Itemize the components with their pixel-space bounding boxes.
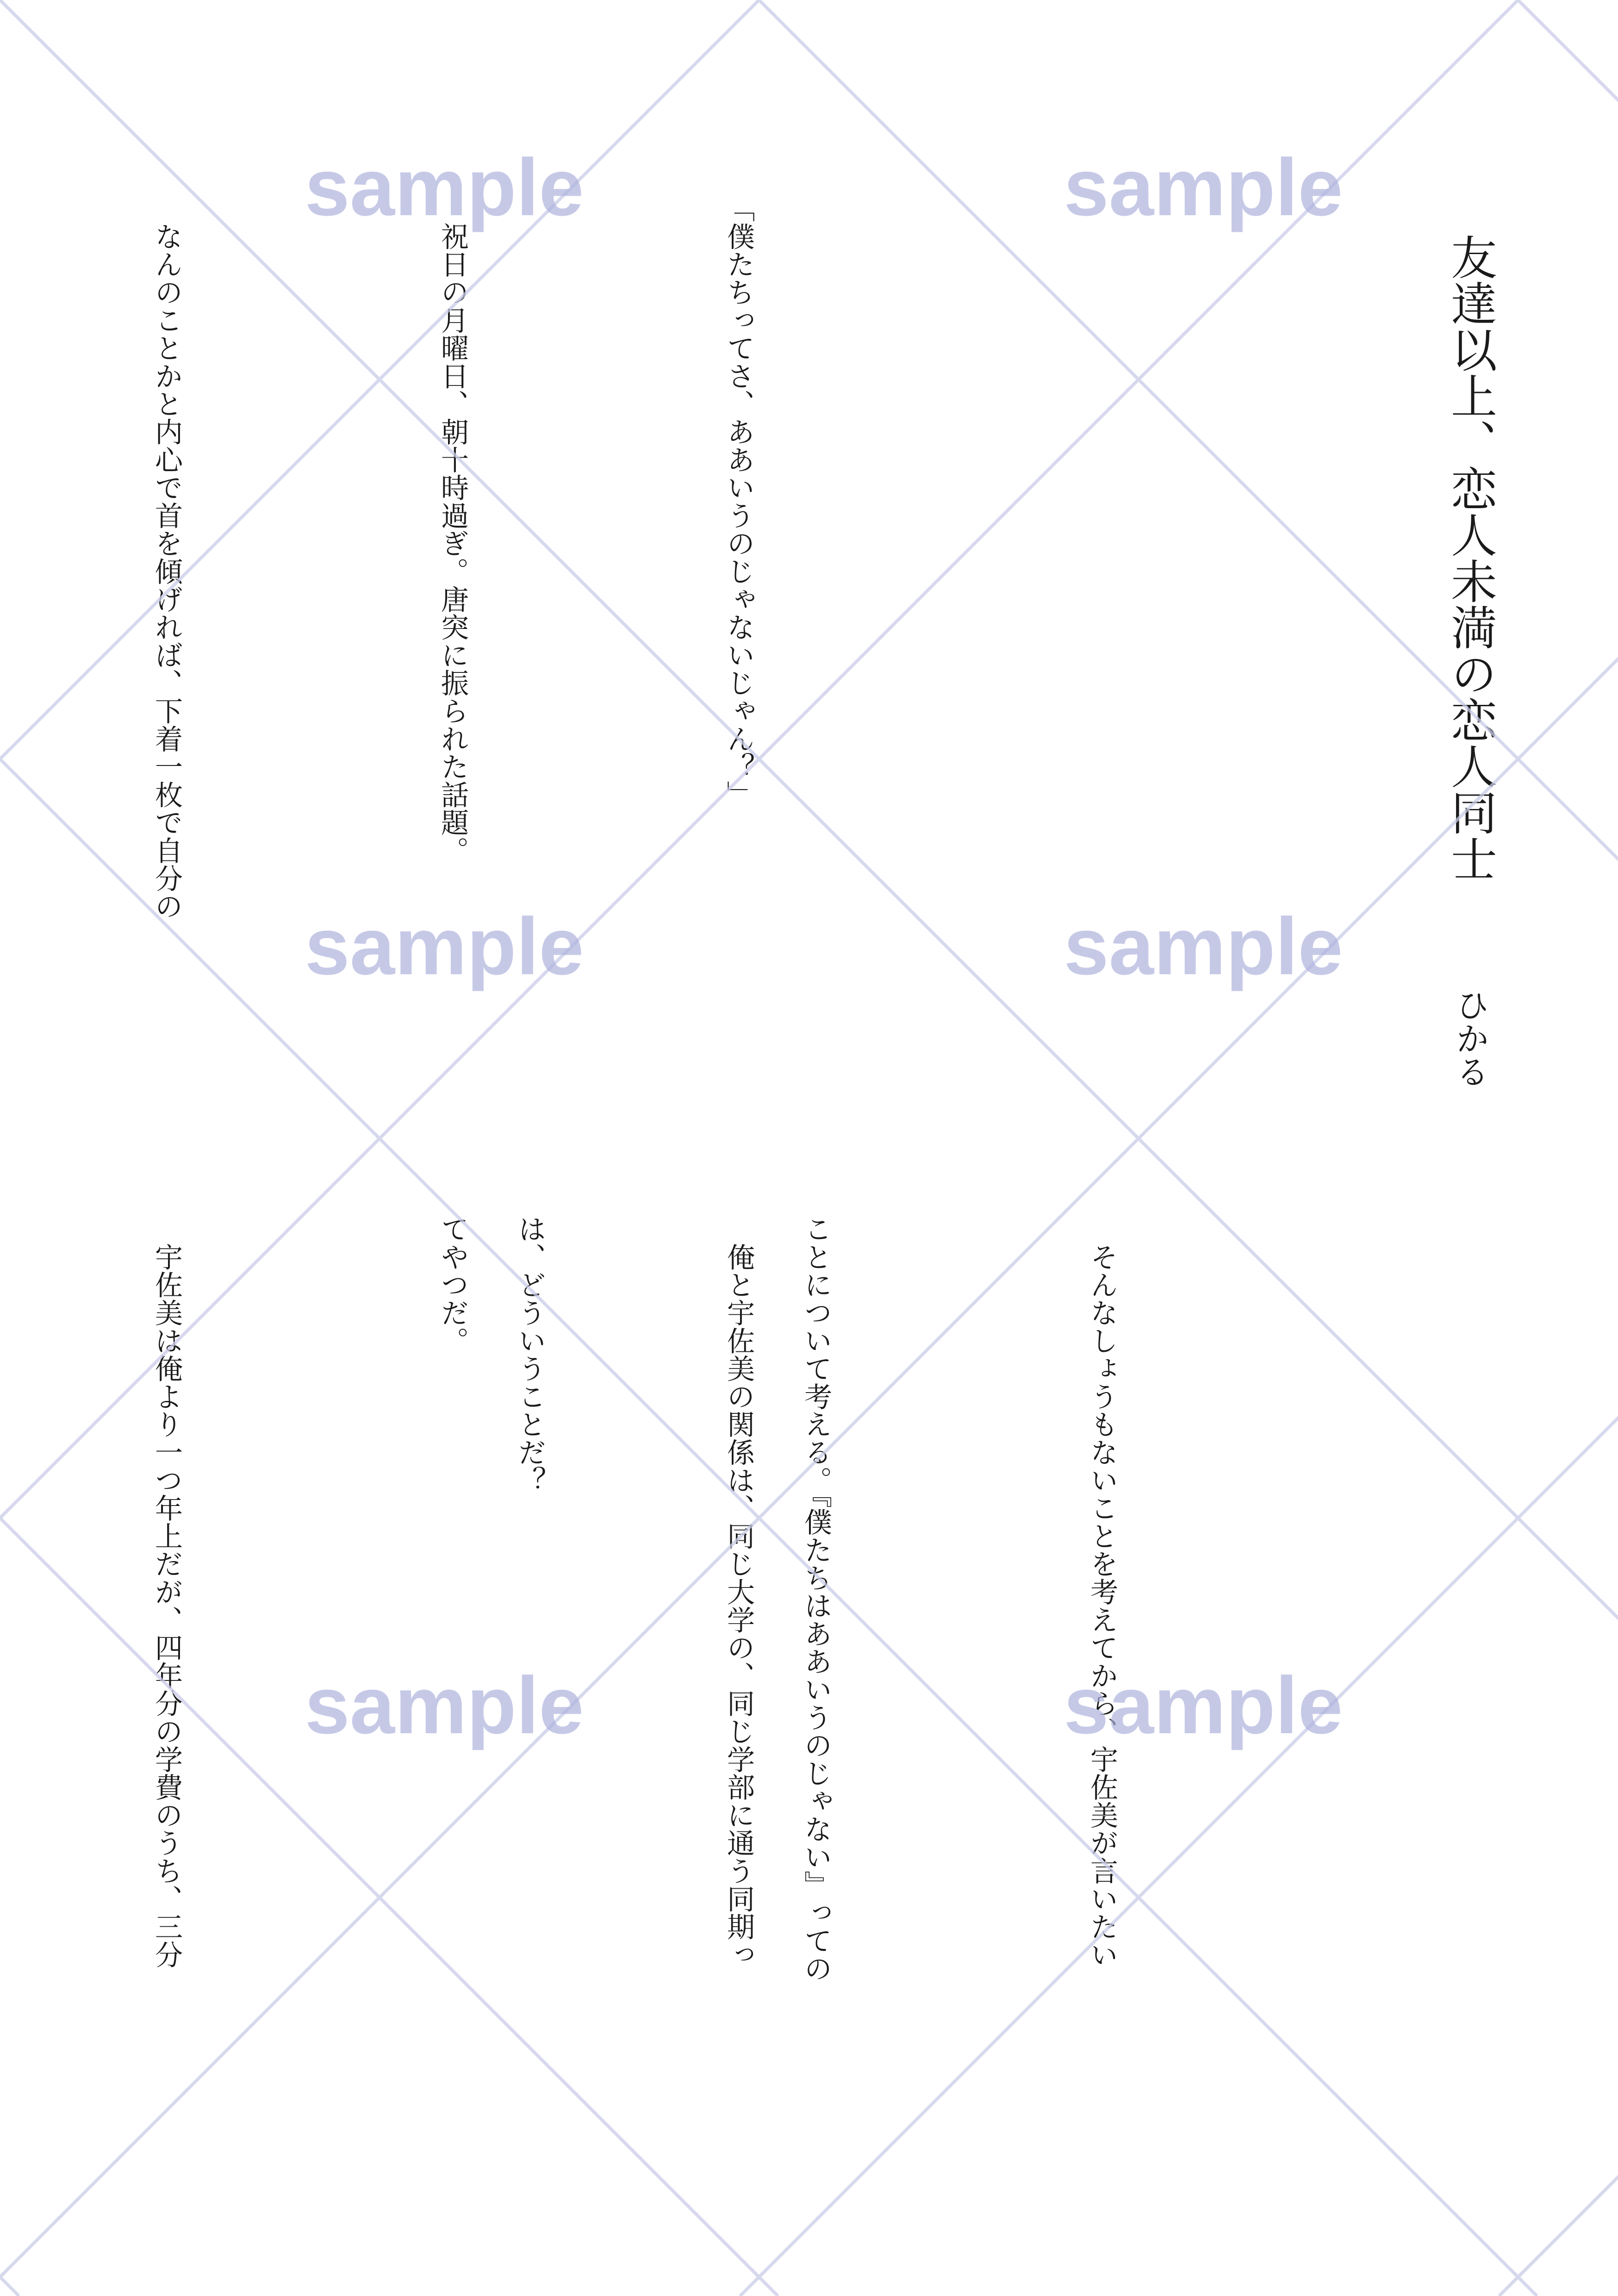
text-line: ことについて考える。『僕たちはああいうのじゃない』っての (800, 1215, 832, 1983)
watermark-text: sample (305, 902, 584, 992)
text-line: 俺と宇佐美の関係は、同じ大学の、同じ学部に通う同期っ (722, 1215, 755, 1969)
text-line: 宇佐美は俺より一つ年上だが、四年分の学費のうち、三分 (150, 1215, 183, 1969)
text-line: 「僕たちってさ、ああいうのじゃないじゃん？」 (722, 194, 755, 809)
body-text-lower-left (51, 1215, 977, 2154)
author-name: ひかる (1450, 988, 1489, 1088)
text-line: てやつだ。 (436, 1215, 469, 1355)
watermark-text: sample (305, 143, 584, 233)
body-text-upper (51, 194, 977, 1139)
story-title: 友達以上、恋人未満の恋人同士 (1443, 234, 1497, 882)
watermark-text: sample (1064, 902, 1343, 992)
watermark-text: sample (1064, 143, 1343, 233)
text-line: なんのことかと内心で首を傾げれば、下着一枚で自分の (150, 194, 183, 920)
watermark-line (1499, 0, 1618, 2296)
text-line: 祝日の月曜日、朝十時過ぎ。唐突に振られた話題。 (436, 194, 469, 865)
watermark-text: sample (1064, 1661, 1343, 1751)
watermark-line (1518, 0, 1618, 2296)
text-line: は、どういうことだ？ (514, 1215, 546, 1494)
watermark-text: sample (305, 1661, 584, 1751)
text-line: そんなしょうもないことを考えてから、宇佐美が言いたい (1086, 1215, 1118, 1969)
